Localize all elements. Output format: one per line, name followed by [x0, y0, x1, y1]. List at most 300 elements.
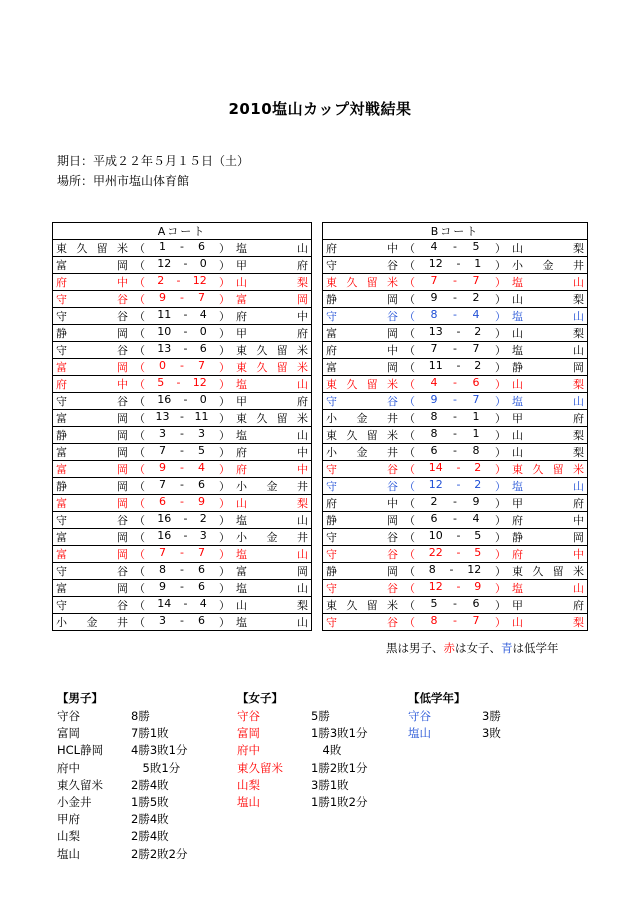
standing-record: 2勝4敗 [131, 777, 169, 792]
team-home: 富 岡 [56, 259, 128, 272]
match-score: （ 16 - 0 ） [134, 393, 230, 408]
score-away: 1 [474, 257, 482, 270]
team-away: 富 岡 [236, 565, 308, 578]
score-away: 7 [472, 274, 480, 287]
score-away: 2 [199, 512, 207, 525]
girls-standings [237, 690, 367, 811]
match-row [323, 478, 588, 495]
score-away: 5 [474, 546, 482, 559]
score-away: 0 [199, 257, 207, 270]
match-score: （ 9 - 4 ） [134, 461, 230, 476]
standing-record: 5勝 [311, 709, 330, 723]
score-home: 9 [430, 291, 438, 304]
score-away: 12 [192, 274, 207, 287]
standing-record: 3勝 [482, 709, 501, 723]
score-away: 6 [197, 478, 205, 491]
match-row [323, 427, 588, 444]
score-away: 4 [199, 597, 207, 610]
team-home: 守 谷 [56, 310, 128, 323]
match-score: （ 3 - 3 ） [134, 427, 230, 442]
score-away: 7 [197, 359, 205, 372]
match-row [323, 325, 588, 342]
score-away: 0 [199, 393, 207, 406]
team-home: 小 金 井 [326, 412, 398, 425]
match-score: （ 9 - 2 ） [404, 291, 506, 306]
standing-row [237, 742, 367, 759]
team-away: 山 梨 [512, 327, 584, 340]
match-row [323, 410, 588, 427]
team-away: 静 岡 [512, 361, 584, 374]
match-row [323, 359, 588, 376]
team-away: 塩 山 [512, 344, 584, 357]
match-row [323, 546, 588, 563]
match-row [53, 495, 312, 512]
match-row [53, 274, 312, 291]
team-away: 甲 府 [512, 412, 584, 425]
standing-row [57, 846, 187, 863]
team-home: 静 岡 [326, 565, 398, 578]
score-away: 4 [197, 461, 205, 474]
match-score: （ 7 - 7 ） [404, 274, 506, 289]
standing-row [57, 760, 187, 777]
team-away: 塩 山 [236, 616, 308, 629]
standing-record: 1勝2敗1分 [311, 760, 368, 775]
team-home: 守 谷 [56, 395, 128, 408]
score-home: 10 [157, 325, 172, 338]
match-score: （ 8 - 1 ） [404, 410, 506, 425]
page-title: 2010塩山カップ対戦結果 [228, 100, 412, 118]
match-score: （ 2 - 12 ） [134, 274, 230, 289]
match-row [53, 597, 312, 614]
team-away: 甲 府 [236, 259, 308, 272]
match-row [53, 563, 312, 580]
standing-record: 7勝1敗 [131, 726, 169, 741]
team-away: 山 梨 [236, 599, 308, 612]
boys-standings [57, 690, 187, 863]
standing-team: 府中 [57, 760, 80, 775]
match-row [323, 342, 588, 359]
score-away: 3 [199, 529, 207, 542]
team-away: 甲 府 [236, 327, 308, 340]
legend-black: 黒は男子、 [386, 641, 444, 655]
score-away: 9 [197, 495, 205, 508]
score-home: 6 [159, 495, 166, 508]
team-home: 守 谷 [326, 616, 398, 629]
match-score: （ 4 - 6 ） [404, 376, 506, 391]
standing-row [57, 828, 187, 845]
event-date: 期日：平成２２年５月１５日（土） [57, 154, 250, 168]
standing-record: 1勝3敗1分 [311, 726, 368, 741]
match-score: （ 16 - 3 ） [134, 529, 230, 544]
standing-team: 富岡 [57, 726, 80, 741]
legend-end: は低学年 [512, 641, 559, 655]
score-home: 13 [428, 325, 443, 338]
team-home: 東 久 留 米 [326, 378, 398, 391]
court-b-table [322, 222, 588, 631]
team-home: 府 中 [326, 497, 398, 510]
score-home: 9 [159, 291, 166, 304]
match-row [53, 376, 312, 393]
match-score: （ 14 - 4 ） [134, 597, 230, 612]
team-home: 守 谷 [326, 310, 398, 323]
score-home: 13 [155, 410, 170, 423]
team-away: 府 中 [236, 310, 308, 323]
match-score: （ 6 - 8 ） [404, 444, 506, 459]
score-home: 4 [430, 240, 438, 253]
score-home: 12 [428, 257, 443, 270]
team-home: 静 岡 [56, 429, 128, 442]
score-home: 22 [428, 546, 443, 559]
team-home: 守 谷 [56, 514, 128, 527]
standing-team: 富岡 [237, 726, 260, 741]
match-row [323, 240, 588, 257]
standing-row [237, 794, 367, 811]
score-away: 4 [472, 308, 480, 321]
score-away: 12 [192, 376, 207, 389]
match-row [323, 257, 588, 274]
team-home: 守 谷 [56, 599, 128, 612]
team-home: 小 金 井 [326, 446, 398, 459]
court-a-header: Aコート [53, 223, 312, 240]
standing-row [408, 725, 501, 742]
score-away: 11 [194, 410, 209, 423]
match-row [53, 529, 312, 546]
score-home: 7 [430, 274, 438, 287]
score-home: 12 [428, 580, 443, 593]
standing-record: 5敗1分 [131, 760, 181, 775]
score-home: 8 [430, 427, 438, 440]
legend-red: 赤 [443, 641, 455, 655]
match-score: （ 12 - 2 ） [404, 478, 506, 493]
score-home: 8 [430, 614, 438, 627]
team-home: 守 谷 [326, 582, 398, 595]
team-away: 山 梨 [512, 429, 584, 442]
score-home: 9 [430, 393, 438, 406]
match-row [53, 546, 312, 563]
standing-team: 塩山 [57, 846, 80, 861]
score-away: 5 [472, 240, 480, 253]
match-row [53, 342, 312, 359]
standing-team: 甲府 [57, 812, 80, 827]
standing-row [57, 811, 187, 828]
match-row [53, 308, 312, 325]
team-away: 東 久 留 米 [512, 565, 584, 578]
team-away: 東 久 留 米 [236, 412, 308, 425]
team-home: 東 久 留 米 [326, 276, 398, 289]
team-away: 塩 山 [512, 276, 584, 289]
team-home: 守 谷 [326, 531, 398, 544]
match-score: （ 13 - 2 ） [404, 325, 506, 340]
match-row [323, 274, 588, 291]
team-home: 富 岡 [56, 463, 128, 476]
score-home: 3 [159, 614, 166, 627]
score-away: 7 [197, 291, 205, 304]
standing-row [57, 725, 187, 742]
score-home: 1 [159, 240, 166, 253]
standing-row [237, 725, 367, 742]
team-home: 富 岡 [56, 446, 128, 459]
team-away: 小 金 井 [236, 480, 308, 493]
standing-row [57, 777, 187, 794]
match-score: （ 12 - 9 ） [404, 580, 506, 595]
legend-mid: は女子、 [455, 641, 501, 655]
score-home: 16 [157, 529, 172, 542]
standing-team: 守谷 [237, 709, 260, 723]
team-home: 守 谷 [326, 259, 398, 272]
team-home: 東 久 留 米 [326, 599, 398, 612]
event-place: 場所：甲州市塩山体育館 [57, 174, 190, 188]
match-score: （ 9 - 7 ） [404, 393, 506, 408]
standing-row [237, 708, 367, 725]
team-away: 山 梨 [236, 497, 308, 510]
score-home: 7 [430, 342, 438, 355]
score-home: 6 [430, 512, 438, 525]
score-home: 10 [428, 529, 443, 542]
match-row [53, 359, 312, 376]
standing-team: 山梨 [237, 777, 260, 792]
score-away: 1 [472, 427, 480, 440]
match-score: （ 0 - 7 ） [134, 359, 230, 374]
score-home: 7 [159, 444, 166, 457]
team-home: 富 岡 [56, 361, 128, 374]
score-home: 6 [430, 444, 438, 457]
standing-record: 8勝 [131, 709, 150, 723]
team-home: 守 谷 [56, 293, 128, 306]
score-away: 6 [197, 563, 205, 576]
score-away: 6 [472, 597, 480, 610]
team-home: 守 谷 [326, 395, 398, 408]
lower-standings [408, 690, 501, 742]
standing-record: 2勝4敗 [131, 829, 169, 844]
team-away: 山 梨 [512, 242, 584, 255]
match-score: （ 9 - 6 ） [134, 580, 230, 595]
team-away: 甲 府 [512, 497, 584, 510]
score-home: 4 [430, 376, 438, 389]
standing-record: 3勝1敗 [311, 777, 349, 792]
team-home: 守 谷 [56, 344, 128, 357]
score-away: 4 [472, 512, 480, 525]
court-b-header: Bコート [323, 223, 588, 240]
match-row [53, 427, 312, 444]
match-score: （ 12 - 0 ） [134, 257, 230, 272]
score-home: 9 [159, 580, 166, 593]
standing-record: 1勝1敗2分 [311, 794, 368, 809]
team-home: 守 谷 [326, 480, 398, 493]
score-away: 2 [474, 478, 482, 491]
team-home: 富 岡 [56, 497, 128, 510]
match-score: （ 9 - 7 ） [134, 291, 230, 306]
score-home: 14 [157, 597, 172, 610]
team-home: 東 久 留 米 [326, 429, 398, 442]
score-home: 11 [157, 308, 172, 321]
team-home: 守 谷 [326, 548, 398, 561]
score-away: 9 [474, 580, 482, 593]
score-home: 7 [159, 478, 166, 491]
match-score: （ 8 - 1 ） [404, 427, 506, 442]
team-home: 富 岡 [56, 412, 128, 425]
standing-record: 4敗 [311, 743, 342, 758]
match-score: （ 8 - 6 ） [134, 563, 230, 578]
match-score: （ 10 - 5 ） [404, 529, 506, 544]
score-away: 2 [474, 359, 482, 372]
score-home: 8 [428, 563, 436, 576]
team-away: 府 中 [512, 514, 584, 527]
boys-header: 【男子】 [57, 691, 103, 705]
team-away: 山 梨 [512, 446, 584, 459]
team-home: 府 中 [326, 344, 398, 357]
team-home: 静 岡 [326, 514, 398, 527]
team-away: 静 岡 [512, 531, 584, 544]
score-away: 5 [197, 444, 205, 457]
standing-team: 守谷 [408, 709, 431, 723]
team-away: 塩 山 [236, 582, 308, 595]
score-away: 8 [472, 444, 480, 457]
score-away: 2 [474, 325, 482, 338]
team-away: 府 中 [512, 548, 584, 561]
match-row [323, 529, 588, 546]
team-home: 小 金 井 [56, 616, 128, 629]
score-away: 6 [197, 580, 205, 593]
match-row [53, 580, 312, 597]
match-score: （ 7 - 7 ） [134, 546, 230, 561]
match-score: （ 8 - 7 ） [404, 614, 506, 629]
match-score: （ 7 - 5 ） [134, 444, 230, 459]
team-away: 山 梨 [512, 378, 584, 391]
match-score: （ 13 - 6 ） [134, 342, 230, 357]
team-home: 府 中 [326, 242, 398, 255]
match-row [323, 461, 588, 478]
team-home: 静 岡 [326, 293, 398, 306]
match-row [323, 580, 588, 597]
team-away: 小 金 井 [512, 259, 584, 272]
match-row [323, 308, 588, 325]
score-home: 12 [428, 478, 443, 491]
match-score: （ 13 - 11 ） [134, 410, 230, 425]
team-away: 甲 府 [236, 395, 308, 408]
standing-record: 1勝5敗 [131, 794, 169, 809]
team-away: 塩 山 [512, 480, 584, 493]
match-row [53, 393, 312, 410]
standing-record: 4勝3敗1分 [131, 743, 188, 758]
team-home: 富 岡 [56, 548, 128, 561]
score-home: 2 [430, 495, 438, 508]
standing-record: 2勝4敗 [131, 812, 169, 827]
legend-blue: 青 [501, 641, 513, 655]
match-row [323, 614, 588, 631]
match-score: （ 16 - 2 ） [134, 512, 230, 527]
match-score: （ 6 - 4 ） [404, 512, 506, 527]
score-home: 8 [159, 563, 166, 576]
match-score: （ 7 - 7 ） [404, 342, 506, 357]
team-home: 府 中 [56, 276, 128, 289]
standing-team: 小金井 [57, 794, 92, 809]
match-score: （ 8 - 12 ） [404, 563, 506, 578]
score-away: 6 [197, 614, 205, 627]
match-row [323, 393, 588, 410]
score-away: 0 [199, 325, 207, 338]
score-away: 2 [472, 291, 480, 304]
standing-team: 塩山 [237, 794, 260, 809]
score-home: 9 [159, 461, 166, 474]
match-row [53, 512, 312, 529]
team-away: 塩 山 [512, 310, 584, 323]
standing-row [57, 742, 187, 759]
match-row [53, 325, 312, 342]
match-score: （ 11 - 2 ） [404, 359, 506, 374]
score-home: 8 [430, 308, 438, 321]
match-score: （ 2 - 9 ） [404, 495, 506, 510]
match-row [53, 240, 312, 257]
score-away: 6 [199, 342, 207, 355]
team-home: 東 久 留 米 [56, 242, 128, 255]
score-away: 6 [472, 376, 480, 389]
score-away: 5 [474, 529, 482, 542]
match-score: （ 4 - 5 ） [404, 240, 506, 255]
standing-row [57, 794, 187, 811]
score-home: 5 [157, 376, 165, 389]
team-home: 守 谷 [56, 565, 128, 578]
match-row [323, 597, 588, 614]
color-legend [386, 640, 559, 656]
team-away: 山 梨 [236, 276, 308, 289]
standing-team: HCL静岡 [57, 743, 104, 758]
team-home: 守 谷 [326, 463, 398, 476]
score-away: 4 [199, 308, 207, 321]
team-away: 小 金 井 [236, 531, 308, 544]
score-home: 16 [157, 393, 172, 406]
match-row [323, 512, 588, 529]
team-away: 塩 山 [236, 514, 308, 527]
girls-header: 【女子】 [237, 691, 283, 705]
match-row [53, 444, 312, 461]
team-away: 塩 山 [236, 242, 308, 255]
team-home: 富 岡 [56, 582, 128, 595]
score-home: 5 [430, 597, 438, 610]
score-away: 7 [197, 546, 205, 559]
match-score: （ 5 - 12 ） [134, 376, 230, 391]
team-away: 塩 山 [236, 429, 308, 442]
standing-team: 塩山 [408, 726, 431, 741]
match-row [53, 410, 312, 427]
team-away: 甲 府 [512, 599, 584, 612]
match-score: （ 8 - 4 ） [404, 308, 506, 323]
lower-header: 【低学年】 [408, 691, 466, 705]
match-row [53, 291, 312, 308]
score-home: 11 [428, 359, 443, 372]
match-row [323, 444, 588, 461]
match-score: （ 22 - 5 ） [404, 546, 506, 561]
score-away: 3 [197, 427, 205, 440]
team-away: 府 中 [236, 446, 308, 459]
score-away: 2 [474, 461, 482, 474]
team-away: 塩 山 [512, 395, 584, 408]
team-home: 富 岡 [326, 327, 398, 340]
match-row [323, 495, 588, 512]
match-score: （ 11 - 4 ） [134, 308, 230, 323]
score-home: 12 [157, 257, 172, 270]
team-away: 塩 山 [236, 548, 308, 561]
match-score: （ 3 - 6 ） [134, 614, 230, 629]
score-away: 7 [472, 614, 480, 627]
team-away: 山 梨 [512, 616, 584, 629]
team-away: 府 中 [236, 463, 308, 476]
team-home: 富 岡 [326, 361, 398, 374]
score-home: 16 [157, 512, 172, 525]
standing-team: 東久留米 [237, 760, 283, 775]
team-away: 東 久 留 米 [236, 344, 308, 357]
standing-row [237, 777, 367, 794]
match-row [323, 291, 588, 308]
